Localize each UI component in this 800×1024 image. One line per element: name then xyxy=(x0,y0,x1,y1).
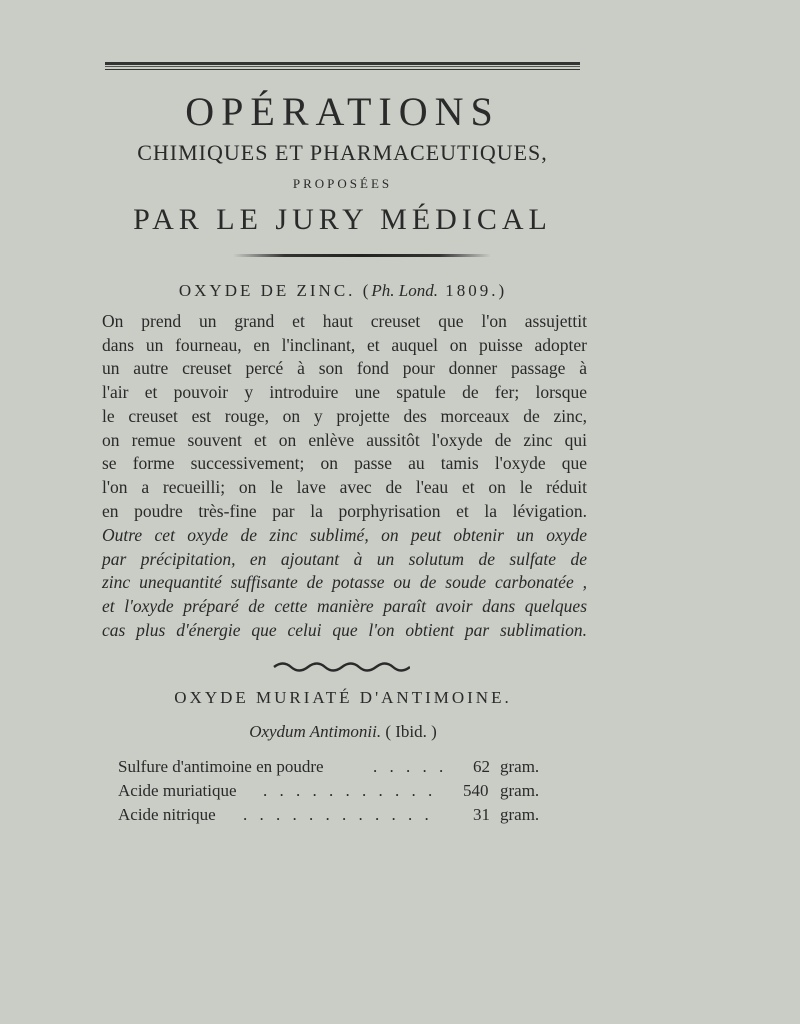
ingredient-unit: gram. xyxy=(500,781,540,800)
subtitle-reference: ( Ibid. ) xyxy=(385,722,437,741)
ingredient-name: Acide nitrique xyxy=(118,805,216,824)
section-heading-text: OXYDE DE ZINC. xyxy=(178,281,356,300)
text-line: et l'oxyde préparé de cette manière paraît avoir dans quelques xyxy=(102,596,587,617)
text-line: Outre cet oxyde de zinc sublimé, on peut obtenir un oxyde xyxy=(102,525,587,545)
title-chimiques: CHIMIQUES ET PHARMACEUTIQUES, xyxy=(137,140,548,165)
reference-source: Ph. Lond. xyxy=(371,281,438,300)
leader-dots: . . . . . xyxy=(373,757,448,776)
reference-year: 1809. xyxy=(445,281,499,300)
text-line: un autre creuset percé à son fond pour donner passage à xyxy=(102,358,587,379)
ingredient-name: Sulfure d'antimoine en poudre xyxy=(118,757,324,776)
latin-name: Oxydum Antimonii. xyxy=(249,722,382,741)
text-line: l'on a recueilli; on le lave avec de l'eau et on le réduit xyxy=(102,476,587,497)
section-subtitle xyxy=(0,722,686,742)
text-line: par précipitation, en ajoutant à un solutum de sulfate de xyxy=(102,548,587,569)
flourish-ornament xyxy=(272,660,410,674)
ornamental-rule xyxy=(233,254,491,257)
text-line: On prend un grand et haut creuset que l'on assujettit xyxy=(102,311,587,331)
section-heading-oxyde-de-zinc xyxy=(0,281,686,301)
text-line: on remue souvent et on enlève aussitôt l'oxyde de zinc qui xyxy=(102,429,587,450)
title-proposees: PROPOSÉES xyxy=(292,176,393,191)
text-line: le creuset est rouge, on y projette des morceaux de zinc, xyxy=(102,405,587,426)
reference-close: ) xyxy=(498,281,508,300)
paragraph-zinc-precipitation xyxy=(102,524,587,643)
ingredient-name: Acide muriatique xyxy=(118,781,237,800)
text-line: en poudre très-fine par la porphyrisation et la lévigation. xyxy=(102,500,587,521)
ingredient-quantity: 31 xyxy=(473,805,490,824)
section-heading-oxyde-muriate: OXYDE MURIATÉ D'ANTIMOINE. xyxy=(174,688,512,707)
leader-dots: . . . . . . . . . . . . xyxy=(243,805,433,824)
text-line: dans un fourneau, en l'inclinant, et auquel on puisse adopter xyxy=(102,334,587,355)
text-line: zinc unequantité suffisante de potasse ou de soude carbonatée , xyxy=(102,572,587,593)
title-jury-medical: PAR LE JURY MÉDICAL xyxy=(133,203,552,236)
title-operations: OPÉRATIONS xyxy=(185,89,500,134)
text-line: se forme successivement; on passe au tamis l'oxyde que xyxy=(102,453,587,474)
reference-open: ( xyxy=(362,281,372,300)
ingredient-unit: gram. xyxy=(500,757,540,776)
ingredient-row xyxy=(118,805,548,829)
leader-dots: . . . . . . . . . . . xyxy=(263,781,437,800)
ingredient-unit: gram. xyxy=(500,805,540,824)
top-double-rule xyxy=(105,62,580,70)
ingredient-quantity: 540 xyxy=(463,781,489,800)
text-line: cas plus d'énergie que celui que l'on obtient par sublimation. xyxy=(102,619,587,640)
text-line: l'air et pouvoir y introduire une spatule de fer; lorsque xyxy=(102,382,587,403)
ingredient-row xyxy=(118,781,548,805)
ingredient-row xyxy=(118,757,548,781)
ingredient-quantity: 62 xyxy=(473,757,490,776)
paragraph-zinc-method xyxy=(102,310,587,523)
